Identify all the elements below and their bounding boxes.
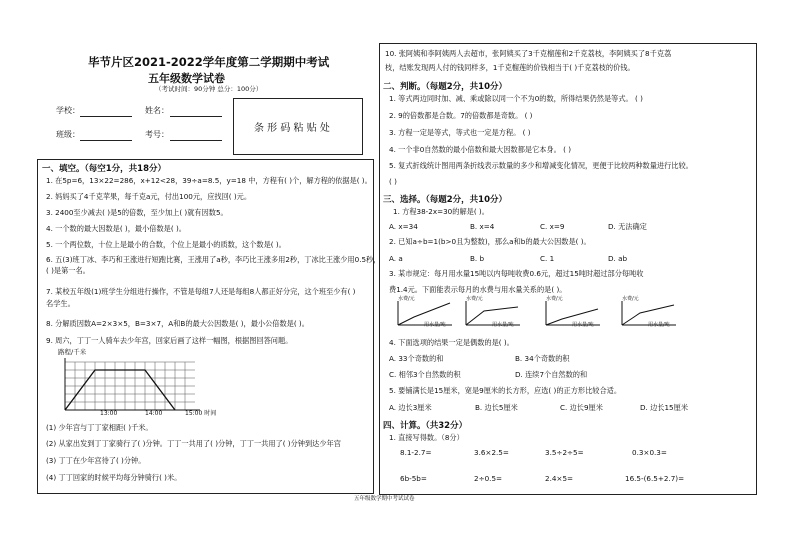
q7-line1: 7. 某校五年级(1)班学生分组进行操作，不管是每组7人还是每组8人都正好分完，这个班至少有( ) bbox=[46, 287, 356, 296]
choice-1-a: A. x=34 bbox=[389, 222, 418, 231]
chart-grid bbox=[65, 362, 195, 410]
barcode-label: 条 形 码 粘 贴 处 bbox=[254, 123, 330, 134]
judge-1: 1. 等式两边同时加、减、乘或除以同一个不为0的数，所得结果仍然是等式。 ( ) bbox=[389, 94, 643, 103]
q5: 5. 一个两位数，十位上是最小的合数，个位上是最小的质数，这个数是( )。 bbox=[46, 240, 286, 249]
q1: 1. 在5p=6，13×22=286，x+12<28，39÷a=8.5，y=18 中，方程有( )个，解方程的依据是( )。 bbox=[46, 176, 372, 185]
fee-graph-a-xlabel: 用水量/吨 bbox=[424, 322, 446, 328]
judge-4: 4. 一个非0自然数的最小倍数和最大因数都是它本身。 ( ) bbox=[389, 145, 572, 154]
choice-4-a: A. 33个奇数的和 bbox=[389, 354, 444, 363]
exam-no-field[interactable] bbox=[170, 140, 222, 141]
q10-line2: 枝，结账发现两人付的钱同样多，1千克榴莲的价钱相当于( )千克荔枝的价钱。 bbox=[385, 63, 635, 72]
calc-item: 0.3×0.3= bbox=[632, 448, 667, 457]
choice-2-d: D. ab bbox=[608, 254, 628, 263]
choice-5: 5. 要铺满长是15厘米，宽是9厘米的长方形，应选( )的正方形比较合适。 bbox=[389, 386, 622, 395]
choice-1-b: B. x=4 bbox=[470, 222, 495, 231]
section2-heading: 二、判断。（每题2分，共10分） bbox=[383, 82, 507, 92]
judge-5-line2: ( ) bbox=[389, 177, 397, 186]
fee-graph-a-ylabel: 水费/元 bbox=[398, 296, 415, 302]
choice-3-line2: 费1.4元。下面能表示每月的水费与用水量关系的是( )。 bbox=[389, 285, 567, 294]
exam-title: 毕节片区2021-2022学年度第二学期期中考试 bbox=[88, 55, 330, 69]
choice-2: 2. 已知a÷b=1(b>0且为整数)，那么a和b的最大公因数是( )。 bbox=[389, 237, 591, 246]
calc-item: 3.5÷2÷5= bbox=[545, 448, 584, 457]
name-field[interactable] bbox=[170, 116, 222, 117]
q9-sub1: (1) 少年宫与丁丁家相距( )千米。 bbox=[46, 423, 153, 432]
judge-5-line1: 5. 复式折线统计图用两条折线表示数量的多少和增减变化情况，更便于比较两种数量进行比较。 bbox=[389, 161, 693, 170]
choice-4-c: C. 相邻3个自然数的积 bbox=[389, 370, 461, 379]
choice-2-b: B. b bbox=[470, 254, 485, 263]
q9-sub4: (4) 丁丁回家的时候平均每分钟骑行( )米。 bbox=[46, 473, 182, 482]
choice-4: 4. 下面选项的结果一定是偶数的是( )。 bbox=[389, 338, 514, 347]
fee-graph-d-ylabel: 水费/元 bbox=[622, 296, 639, 302]
judge-3: 3. 方程一定是等式，等式也一定是方程。 ( ) bbox=[389, 128, 531, 137]
calc-item: 2.4×5= bbox=[545, 474, 574, 483]
name-label: 姓名： bbox=[145, 106, 169, 115]
chart-y-label: 路程/千米 bbox=[58, 348, 87, 356]
calc-item: 2÷0.5= bbox=[474, 474, 503, 483]
q4: 4. 一个数的最大因数是( )，最小倍数是( )。 bbox=[46, 224, 186, 233]
choice-4-d: D. 连续7个自然数的和 bbox=[515, 370, 588, 379]
calc-item: 8.1-2.7= bbox=[400, 448, 432, 457]
fee-graph-b-ylabel: 水费/元 bbox=[466, 296, 483, 302]
calc-heading: 1. 直接写得数。（8分） bbox=[389, 433, 464, 442]
section1-heading: 一、填空。（每空1分，共18分） bbox=[42, 164, 166, 174]
q8: 8. 分解质因数A=2×3×5，B=3×7，A和B的最大公因数是( )，最小公倍数是( )。 bbox=[46, 319, 309, 328]
choice-5-b: B. 边长5厘米 bbox=[475, 403, 518, 412]
class-field[interactable] bbox=[80, 140, 132, 141]
choice-4-b: B. 34个奇数的积 bbox=[515, 354, 570, 363]
class-label: 班级： bbox=[56, 130, 80, 139]
section4-heading: 四、计算。（共32分） bbox=[383, 421, 468, 431]
q2: 2. 妈妈买了4千克苹果，每千克a元，付出100元，应找回( )元。 bbox=[46, 192, 252, 201]
tick-1300: 13:00 bbox=[100, 410, 118, 417]
fee-graph-b-xlabel: 用水量/吨 bbox=[492, 322, 514, 328]
fee-graph-c-ylabel: 水费/元 bbox=[546, 296, 563, 302]
q6-line1: 6. 五(3)班丁冰、李巧和王涨进行短跑比赛，王涨用了a秒，李巧比王涨多用2秒，丁冰比王涨少用0.5秒， bbox=[46, 255, 381, 264]
q10-line1: 10. 张阿姨和李阿姨两人去超市，张阿姨买了3千克榴莲和2千克荔枝，李阿姨买了8千克荔 bbox=[385, 49, 672, 58]
calc-item: 6b-5b= bbox=[400, 474, 427, 483]
q7-line2: 名学生。 bbox=[46, 299, 75, 308]
distance-time-chart bbox=[55, 356, 205, 418]
q9-sub2: (2) 从家出发到丁丁家骑行了( )分钟。丁丁一共用了( )分钟，丁丁一共用了( )分钟到达少年宫 bbox=[46, 439, 341, 448]
chart-trip-line bbox=[65, 370, 175, 410]
footer: 五年级数学期中考试试卷 bbox=[354, 496, 415, 502]
fee-graph-d-xlabel: 用水量/吨 bbox=[648, 322, 670, 328]
choice-2-c: C. 1 bbox=[540, 254, 555, 263]
choice-5-a: A. 边长3厘米 bbox=[389, 403, 432, 412]
barcode-box bbox=[233, 98, 363, 155]
school-field[interactable] bbox=[80, 116, 132, 117]
calc-item: 3.6×2.5= bbox=[474, 448, 509, 457]
choice-1: 1. 方程38-2x=30的解是( )。 bbox=[393, 207, 489, 216]
school-label: 学校： bbox=[56, 106, 80, 115]
choice-1-c: C. x=9 bbox=[540, 222, 565, 231]
choice-3-line1: 3. 某市规定：每月用水量15吨以内每吨收费0.6元，超过15吨时超过部分每吨收 bbox=[389, 269, 644, 278]
q3: 3. 2400至少减去( )是5的倍数，至少加上( )就有因数5。 bbox=[46, 208, 228, 217]
q9-sub3: (3) 丁丁在少年宫待了( )分钟。 bbox=[46, 456, 146, 465]
choice-5-d: D. 边长15厘米 bbox=[640, 403, 689, 412]
calc-item: 16.5-(6.5+2.7)= bbox=[625, 474, 685, 483]
tick-1400: 14:00 bbox=[145, 410, 163, 417]
section3-heading: 三、选择。（每题2分，共10分） bbox=[383, 195, 507, 205]
exam-meta: （考试时间：90分钟 总分：100分） bbox=[155, 85, 263, 93]
q6-line2: ( )是第一名。 bbox=[46, 266, 90, 275]
choice-1-d: D. 无法确定 bbox=[608, 222, 647, 231]
paper-title: 五年级数学试卷 bbox=[148, 72, 225, 85]
fee-graph-c-xlabel: 用水量/吨 bbox=[572, 322, 594, 328]
tick-1500: 15:00 时间 bbox=[185, 410, 217, 417]
choice-5-c: C. 边长9厘米 bbox=[560, 403, 603, 412]
choice-2-a: A. a bbox=[389, 254, 403, 263]
judge-2: 2. 9的倍数都是合数。7的倍数都是奇数。 ( ) bbox=[389, 111, 533, 120]
q9: 9. 周六，丁丁一人骑车去少年宫，回家后画了这样一幅图，根据图回答问题。 bbox=[46, 336, 293, 345]
exam-no-label: 考号： bbox=[145, 130, 169, 139]
